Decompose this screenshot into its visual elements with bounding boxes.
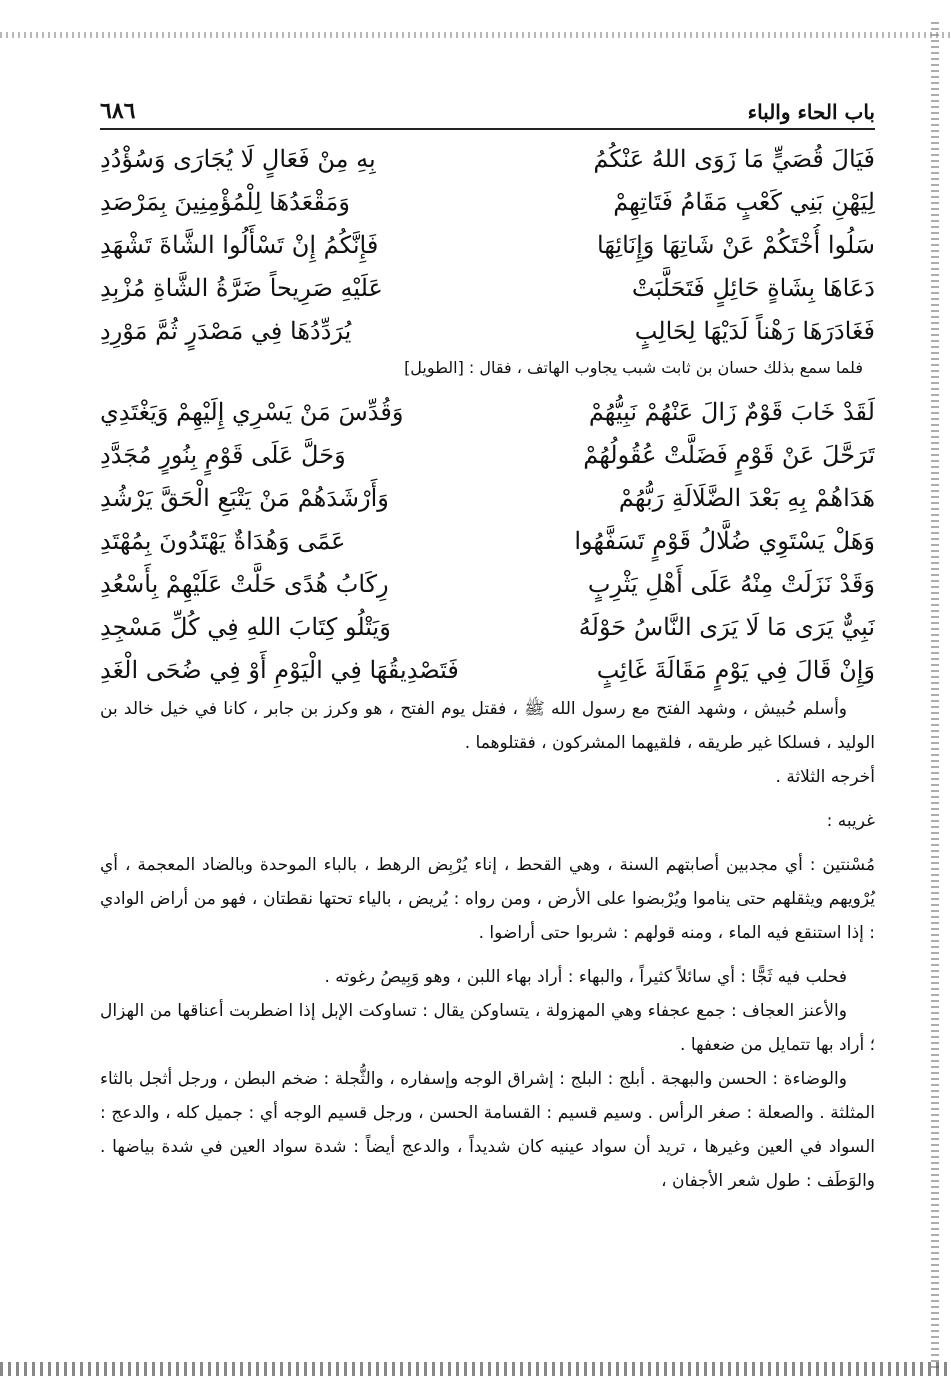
section-heading: غريبه : <box>826 811 875 831</box>
hemistich-second: عَلَيْهِ صَرِيحاً ضَرَّةُ الشَّاةِ مُزْبِدِ <box>100 274 383 302</box>
hemistich-first: وَإِنْ قَالَ فِي يَوْمٍ مَقَالَةَ غَائِبٍ <box>596 656 875 684</box>
hemistich-first: وَهَلْ يَسْتَوِي ضُلَّالُ قَوْمٍ تَسَفَّهُوا <box>574 527 875 555</box>
hemistich-second: فَإِنَّكُمُ إِنْ تَسْأَلُوا الشَّاةَ تَشْهَدِ <box>100 231 379 259</box>
hemistich-first: فَغَادَرَهَا رَهْناً لَدَيْهَا لِحَالِبٍ <box>634 317 875 345</box>
verse-line <box>100 606 875 649</box>
hemistich-second: رِكَابُ هُدًى حَلَّتْ عَلَيْهِمْ بِأَسْعُدِ <box>100 570 389 598</box>
hemistich-first: لَقَدْ خَابَ قَوْمٌ زَالَ عَنْهُمْ نَبِيُّهُمْ <box>588 398 875 426</box>
chapter-title: باب الحاء والباء <box>747 100 875 124</box>
verse-line <box>100 138 875 181</box>
paragraph: مُسْنتين : أي مجدبين أصابتهم السنة ، وهي القحط ، إناء يُرْبِض الرهط ، بالباء الموحدة وبالضاد المعجمة ، أي يُرْويهم ويثقلهم حتى يناموا ويُرْبضوا على الأرض ، ومن رواه : يُريض ، بالياء تحتها نقطتان ، فهو من أراض الوادي : إذا استنقع فيه الماء ، ومنه قولهم : شربوا حتى أراضوا . <box>100 855 875 943</box>
verse-line <box>100 310 875 353</box>
hemistich-first: هَدَاهُمْ بِهِ بَعْدَ الضَّلَالَةِ رَبُّهُمْ <box>618 484 875 512</box>
hemistich-second: وَقُدِّسَ مَنْ يَسْرِي إِلَيْهِمْ وَيَغْتَدِي <box>100 398 404 426</box>
running-header <box>100 90 875 130</box>
hemistich-first: نَبِيٌّ يَرَى مَا لَا يَرَى النَّاسُ حَوْلَهُ <box>578 613 875 641</box>
hemistich-second: يُرَدِّدُهَا فِي مَصْدَرٍ ثُمَّ مَوْرِدِ <box>100 317 352 345</box>
page-border-right <box>931 18 939 1368</box>
verse-line <box>100 391 875 434</box>
poem-block-2 <box>100 391 875 692</box>
hemistich-second: وَحَلَّ عَلَى قَوْمٍ بِنُورٍ مُجَدَّدِ <box>100 441 346 469</box>
verse-line <box>100 181 875 224</box>
paragraph: والوضاءة : الحسن والبهجة . أبلج : البلج : إشراق الوجه وإسفاره ، والثُّجلة : ضخم البطن ، ورجل أثجل بالثاء المثلثة . والصعلة : صغر الرأس . وسيم قسيم : القسامة الحسن ، ورجل قسيم الوجه أي : جميل كله ، والدعج : السواد في العين وغيرها ، تريد أن سواد عينيه كان شديداً ، والدعج أيضاً : شدة سواد العين في شدة بياضها . والوَطَف : طول شعر الأجفان ، <box>100 1069 875 1191</box>
hemistich-second: عَمًى وَهُدَاةٌ يَهْتَدُونَ بِمُهْتَدِ <box>100 527 346 555</box>
verse-line <box>100 520 875 563</box>
page-border-top <box>0 32 951 38</box>
hemistich-first: دَعَاهَا بِشَاةٍ حَائِلٍ فَتَحَلَّبَتْ <box>631 274 875 302</box>
prose-body <box>100 692 875 1198</box>
paragraph: فحلب فيه ثَجًّا : أي سائلاً كثيراً ، والبهاء : أراد بهاء اللبن ، وهو وَبِيصُ رغوته . <box>324 967 847 987</box>
verse-line <box>100 434 875 477</box>
poem-intro: فلما سمع بذلك حسان بن ثابت شبب يجاوب الهاتف ، فقال : [الطويل] <box>404 358 863 377</box>
hemistich-first: وَقَدْ نَزَلَتْ مِنْهُ عَلَى أَهْلِ يَثْرِبٍ <box>587 570 875 598</box>
poem-block-1 <box>100 138 875 353</box>
hemistich-first: سَلُوا أُخْتَكُمْ عَنْ شَاتِهَا وَإِنَائِهَا <box>597 231 875 259</box>
hemistich-second: بِهِ مِنْ فَعَالٍ لَا يُجَارَى وَسُؤْدُدِ <box>100 145 376 173</box>
page-border-bottom <box>0 1362 951 1376</box>
hemistich-second: وَيَتْلُو كِتَابَ اللهِ فِي كُلِّ مَسْجِدِ <box>100 613 391 641</box>
verse-line <box>100 267 875 310</box>
verse-line <box>100 224 875 267</box>
paragraph: والأعنز العجاف : جمع عجفاء وهي المهزولة ، يتساوكن يقال : تساوكت الإبل إذا اضطربت أعناقها من الهزال ؛ أراد بها تتمايل من ضعفها . <box>100 1001 875 1055</box>
verse-line <box>100 477 875 520</box>
hemistich-first: فَيَالَ قُصَيٍّ مَا زَوَى اللهُ عَنْكُمُ <box>593 145 875 173</box>
paragraph: أخرجه الثلاثة . <box>775 767 875 787</box>
hemistich-second: وَأَرْشَدَهُمْ مَنْ يَتْبَعِ الْحَقَّ يَرْشُدِ <box>100 484 389 512</box>
book-page <box>100 90 875 1198</box>
verse-line <box>100 563 875 606</box>
hemistich-first: تَرَحَّلَ عَنْ قَوْمٍ فَضَلَّتْ عُقُولُهُمْ <box>583 441 875 469</box>
verse-line <box>100 649 875 692</box>
paragraph: وأسلم حُبيش ، وشهد الفتح مع رسول الله ﷺ ، فقتل يوم الفتح ، هو وكرز بن جابر ، كانا في خيل خالد بن الوليد ، فسلكا غير طريقه ، فلقيهما المشركون ، فقتلوهما . <box>100 699 875 753</box>
hemistich-second: فَتَصْدِيقُهَا فِي الْيَوْمِ أَوْ فِي ضُحَى الْغَدِ <box>100 656 459 684</box>
hemistich-second: وَمَقْعَدُهَا لِلْمُؤْمِنِينَ بِمَرْصَدِ <box>100 188 350 216</box>
hemistich-first: لِيَهْنِ بَنِي كَعْبٍ مَقَامُ فَتَاتِهِمْ <box>613 188 875 216</box>
page-number: ٦٨٦ <box>100 98 136 124</box>
